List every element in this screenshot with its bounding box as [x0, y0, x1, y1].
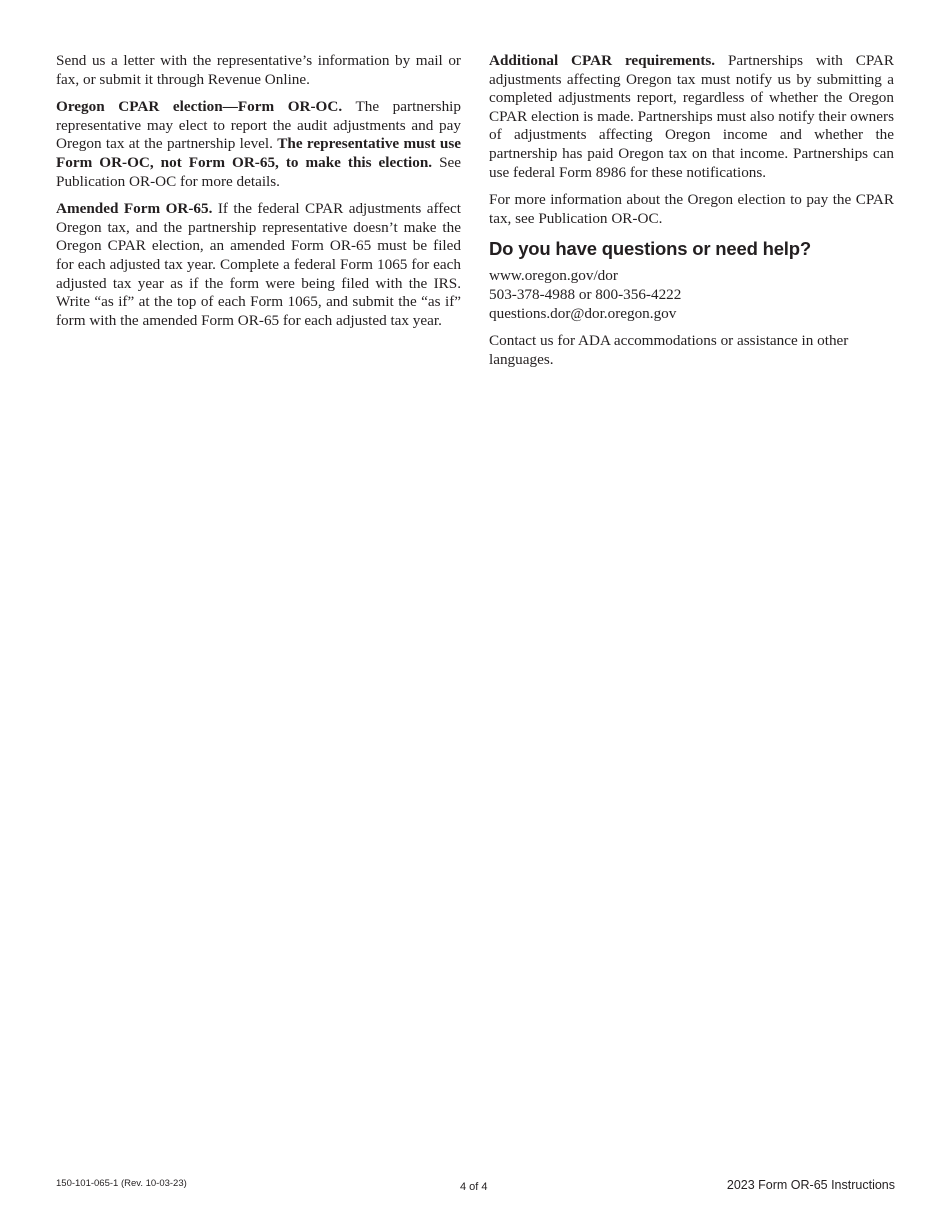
- ada-paragraph: Contact us for ADA accommodations or assistance in other languages.: [489, 332, 849, 368]
- left-column: [56, 52, 461, 339]
- help-heading: Do you have questions or need help?: [489, 238, 811, 260]
- additional-cpar-paragraph: [489, 52, 894, 182]
- amended-form-paragraph: [56, 200, 461, 330]
- representative-info-paragraph: Send us a letter with the representative’s information by mail or fax, or submit it through Revenue Online.: [56, 52, 461, 88]
- cpar-election-paragraph: [56, 98, 461, 191]
- cpar-election-heading: Oregon CPAR election—Form OR-OC.: [56, 98, 343, 116]
- cpar-election-bold-note: The representative must use Form OR-OC, not Form OR-65, to make this election.: [56, 135, 461, 171]
- footer-page-number: 4 of 4: [460, 1181, 488, 1193]
- more-info-paragraph: For more information about the Oregon election to pay the CPAR tax, see Publication OR-OC.: [489, 191, 894, 227]
- contact-block: [489, 267, 894, 323]
- footer-title: 2023 Form OR-65 Instructions: [726, 1178, 895, 1192]
- cpar-election-text: The partnership representative may elect to report the audit adjustments and pay Oregon tax at the partnership level.: [56, 98, 461, 153]
- amended-form-text: If the federal CPAR adjustments affect Oregon tax, and the partnership representative doesn’t make the Oregon CPAR election, an amended Form OR-65 must be filed for each adjusted tax year. Complete a federal Form 1065 for each adjusted tax year as if the form were being filed with the IRS. Write “as if” at the top of each Form 1065, and submit the “as if” form with the amended Form OR-65 for each adjusted tax year.: [56, 200, 461, 329]
- cpar-election-tail: See Publication OR-OC for more details.: [56, 153, 461, 190]
- phone-numbers: 503-378-4988 or 800-356-4222: [489, 285, 682, 303]
- footer-form-number: 150-101-065-1 (Rev. 10-03-23): [56, 1178, 187, 1189]
- additional-cpar-heading: Additional CPAR requirements.: [489, 52, 716, 69]
- right-column: [489, 52, 894, 378]
- email-link[interactable]: questions.dor@dor.oregon.gov: [489, 304, 677, 322]
- additional-cpar-text: Partnerships with CPAR adjustments affecting Oregon tax must notify us by submitting a completed adjustments report, regardless of whether the Oregon CPAR election is made. Partnerships must also notify their owners of adjustments affecting Oregon income and whether the partnership has paid Oregon tax on that income. Partnerships can use federal Form 8986 for these notifications.: [489, 52, 894, 181]
- amended-form-heading: Amended Form OR-65.: [56, 200, 213, 218]
- website-link[interactable]: www.oregon.gov/dor: [489, 267, 618, 285]
